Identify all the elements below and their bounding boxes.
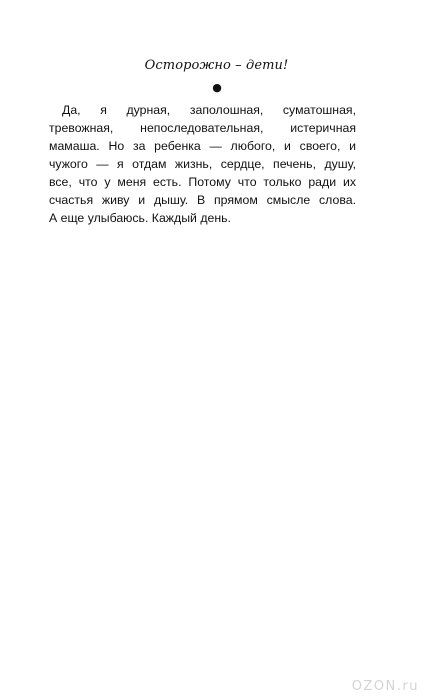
paragraph bbox=[49, 101, 356, 227]
text-line: тревожная, непоследовательная, истеричная bbox=[49, 121, 356, 135]
text-line: А еще улыбаюсь. Каждый день. bbox=[49, 211, 231, 225]
text-line: чужого — я отдам жизнь, сердце, печень, душу, bbox=[49, 157, 356, 171]
ornament-dot: ● bbox=[212, 81, 222, 94]
ozon-watermark: OZON.ru bbox=[351, 679, 419, 694]
text-line: мамаша. Но за ребенка — любого, и своего, и bbox=[49, 139, 356, 153]
running-title: Осторожно – дети! bbox=[144, 58, 289, 73]
text-line: счастья живу и дышу. В прямом смысле слова. bbox=[49, 193, 356, 207]
text-line: все, что у меня есть. Потому что только ради их bbox=[49, 175, 356, 189]
text-line: Да, я дурная, заполошная, суматошная, bbox=[62, 103, 356, 117]
